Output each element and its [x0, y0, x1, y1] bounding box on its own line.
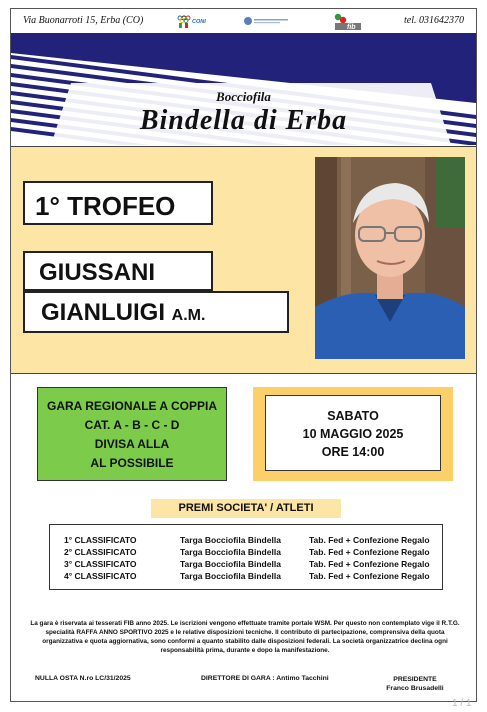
trophy-title: 1° TROFEO: [23, 181, 213, 225]
race-category-box: [37, 387, 227, 481]
prize-row: [50, 535, 444, 547]
race-line: CAT. A - B - C - D: [84, 418, 180, 432]
club-subtitle: Bocciofila: [216, 89, 271, 104]
honoree-suffix: A.M.: [171, 307, 206, 324]
president-name: Franco Brusadelli: [386, 685, 444, 692]
event-info-section: [11, 373, 476, 499]
event-time: ORE 14:00: [321, 445, 385, 459]
honoree-photo: [315, 157, 465, 359]
prize-place: 1° CLASSIFICATO: [64, 535, 137, 545]
nulla-osta: NULLA OSTA N.ro LC/31/2025: [35, 675, 131, 682]
prize-row: [50, 559, 444, 571]
coni-logo: [176, 13, 206, 29]
race-director: DIRETTORE DI GARA : Antimo Tacchini: [201, 675, 329, 682]
prize-place: 2° CLASSIFICATO: [64, 547, 137, 557]
president-title: PRESIDENTE: [393, 676, 437, 683]
prize-row: [50, 547, 444, 559]
prize-place: 4° CLASSIFICATO: [64, 571, 137, 581]
prize-award: Targa Bocciofila Bindella: [180, 559, 281, 569]
prize-extra: Tab. Fed + Confezione Regalo: [309, 547, 430, 557]
event-date: 10 MAGGIO 2025: [302, 427, 404, 441]
trophy-section: [11, 146, 476, 374]
honoree-first-name: GIUSSANI: [23, 251, 213, 291]
club-name: Bindella di Erba: [139, 105, 348, 136]
prize-row: [50, 571, 444, 583]
prize-place: 3° CLASSIFICATO: [64, 559, 137, 569]
honoree-last-name-box: [23, 291, 289, 333]
prize-award: Targa Bocciofila Bindella: [180, 571, 281, 581]
race-line: GARA REGIONALE A COPPIA: [46, 399, 217, 413]
prize-extra: Tab. Fed + Confezione Regalo: [309, 535, 430, 545]
prize-extra: Tab. Fed + Confezione Regalo: [309, 571, 430, 581]
club-phone: tel. 031642370: [404, 15, 464, 26]
race-line: DIVISA ALLA: [94, 437, 170, 451]
event-date-frame: [253, 387, 453, 481]
coni-logo-text: CONI: [192, 19, 206, 25]
race-line: AL POSSIBILE: [90, 456, 174, 470]
fib-logo-text: fib: [347, 24, 356, 30]
page-indicator: 1 / 1: [452, 698, 472, 709]
fib-logo: [331, 12, 363, 30]
club-banner: [11, 33, 476, 145]
prize-extra: Tab. Fed + Confezione Regalo: [309, 559, 430, 569]
president-block: [385, 675, 445, 693]
prize-award: Targa Bocciofila Bindella: [180, 535, 281, 545]
header-bar: [11, 9, 476, 33]
prizes-table: [49, 524, 443, 590]
club-address: Via Buonarroti 15, Erba (CO): [23, 15, 144, 26]
prizes-title: PREMI SOCIETA' / ATLETI: [151, 499, 341, 518]
flyer-page: [10, 8, 477, 702]
honoree-last-name: GIANLUIGI: [41, 299, 165, 326]
prize-award: Targa Bocciofila Bindella: [180, 547, 281, 557]
federation-logo: [243, 16, 291, 26]
event-day: SABATO: [327, 409, 379, 423]
rules-notice: La gara è riservata ai tesserati FIB anno 2025. Le iscrizioni vengono effettuate tramite portale WSM. Per questo non contemplato vige il R.T.G. specialità RAFFA ANNO SPORTIVO 2025 e le relative disposizioni tecniche. Il contributo di partecipazione, comprensiva della quota organizzativa e quota aggiornativa, sono conformi a quanto stabilito dalle disposizioni federali. La società organizzatrice declina ogni responsabilità prima, durante e dopo la manifestazione.: [30, 620, 460, 654]
event-date-box: [265, 395, 441, 471]
